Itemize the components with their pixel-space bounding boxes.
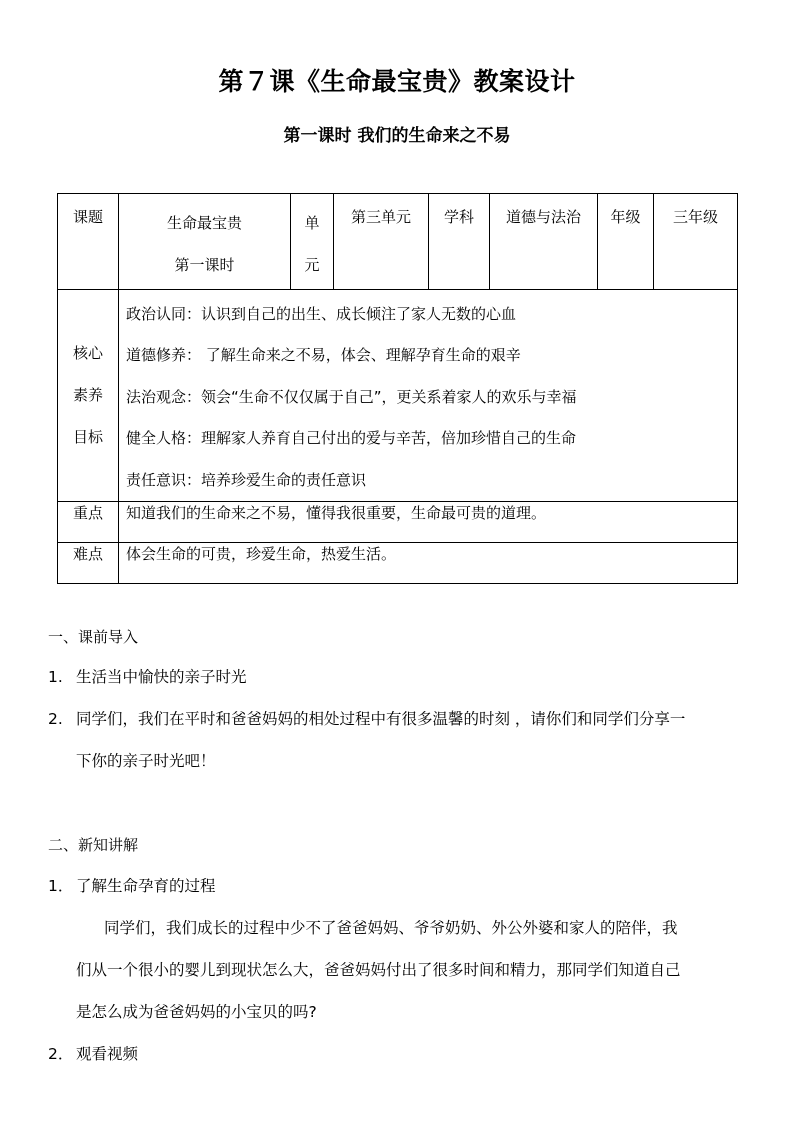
- list-item-text: 了解生命孕育的过程: [76, 877, 216, 895]
- difficulty-label: 难点: [58, 542, 119, 583]
- difficulty-text: 体会生命的可贵，珍爱生命，热爱生活。: [119, 542, 738, 583]
- table-row: [58, 290, 738, 502]
- topic-label: 课题: [58, 194, 119, 290]
- goal-item: 政治认同：认识到自己的出生、成长倾注了家人无数的心血: [126, 305, 517, 323]
- core-goals-list: [119, 290, 738, 502]
- topic-value: [119, 194, 291, 290]
- paragraph-line: 同学们，我们成长的过程中少不了爸爸妈妈、爷爷奶奶、外公外婆和家人的陪伴，我: [104, 919, 678, 937]
- list-item-text: 同学们，我们在平时和爸爸妈妈的相处过程中有很多温馨的时刻 ，请你们和同学们分享一: [76, 710, 686, 728]
- unit-value: 第三单元: [334, 194, 429, 290]
- subject-label: 学科: [429, 194, 490, 290]
- core-goals-label-line: 素养: [72, 386, 103, 405]
- subject-value: 道德与法治: [490, 194, 598, 290]
- list-number: 1．: [48, 877, 74, 895]
- grade-label: 年级: [598, 194, 654, 290]
- lesson-info-table: [57, 193, 738, 584]
- table-row: [58, 501, 738, 542]
- goal-item: 道德修养： 了解生命来之不易，体会、理解孕育生命的艰辛: [126, 346, 521, 365]
- core-goals-label-line: 目标: [72, 428, 103, 447]
- table-row: [58, 194, 738, 290]
- list-number: 2．: [48, 1045, 74, 1063]
- key-point-label: 重点: [58, 501, 119, 542]
- goal-item: 责任意识：培养珍爱生命的责任意识: [126, 470, 367, 489]
- paragraph-line: 们从一个很小的婴儿到现状怎么大，爸爸妈妈付出了很多时间和精力，那同学们知道自己: [76, 961, 681, 979]
- list-number: 1.: [48, 668, 63, 686]
- core-goals-label: [58, 290, 119, 502]
- paragraph-line: 是怎么成为爸爸妈妈的小宝贝的吗?: [76, 1003, 317, 1021]
- topic-period: 第一课时: [174, 256, 235, 274]
- list-item-text: 观看视频: [76, 1045, 139, 1063]
- list-item: [48, 1033, 748, 1075]
- grade-value: 三年级: [654, 194, 738, 290]
- goal-item: 健全人格：理解家人养育自己付出的爱与辛苦，倍加珍惜自己的生命: [126, 429, 577, 448]
- unit-label: [291, 194, 334, 290]
- unit-label-char1: 单: [304, 214, 320, 232]
- key-point-text: 知道我们的生命来之不易，懂得我很重要，生命最可贵的道理。: [119, 501, 738, 542]
- list-item-continuation: [48, 740, 748, 782]
- section-heading-new-knowledge: 二、新知讲解: [48, 836, 139, 854]
- core-goals-label-line: 核心: [72, 344, 103, 363]
- topic-name: 生命最宝贵: [166, 214, 242, 232]
- list-item: [48, 656, 748, 698]
- table-row: [58, 542, 738, 583]
- list-number: 2.: [48, 710, 63, 728]
- list-item-text: 生活当中愉快的亲子时光: [76, 668, 247, 686]
- list-item-text: 下你的亲子时光吧！: [76, 752, 216, 770]
- list-item: [48, 698, 748, 740]
- unit-label-char2: 元: [304, 256, 320, 274]
- section-heading-intro: 一、课前导入: [48, 628, 139, 646]
- document-subtitle: 第一课时 我们的生命来之不易: [283, 126, 511, 146]
- document-title: 第７课《生命最宝贵》教案设计: [218, 67, 576, 96]
- goal-item: 法治观念：领会“生命不仅仅属于自己”，更关系着家人的欢乐与幸福: [126, 387, 577, 406]
- list-item: [48, 865, 748, 907]
